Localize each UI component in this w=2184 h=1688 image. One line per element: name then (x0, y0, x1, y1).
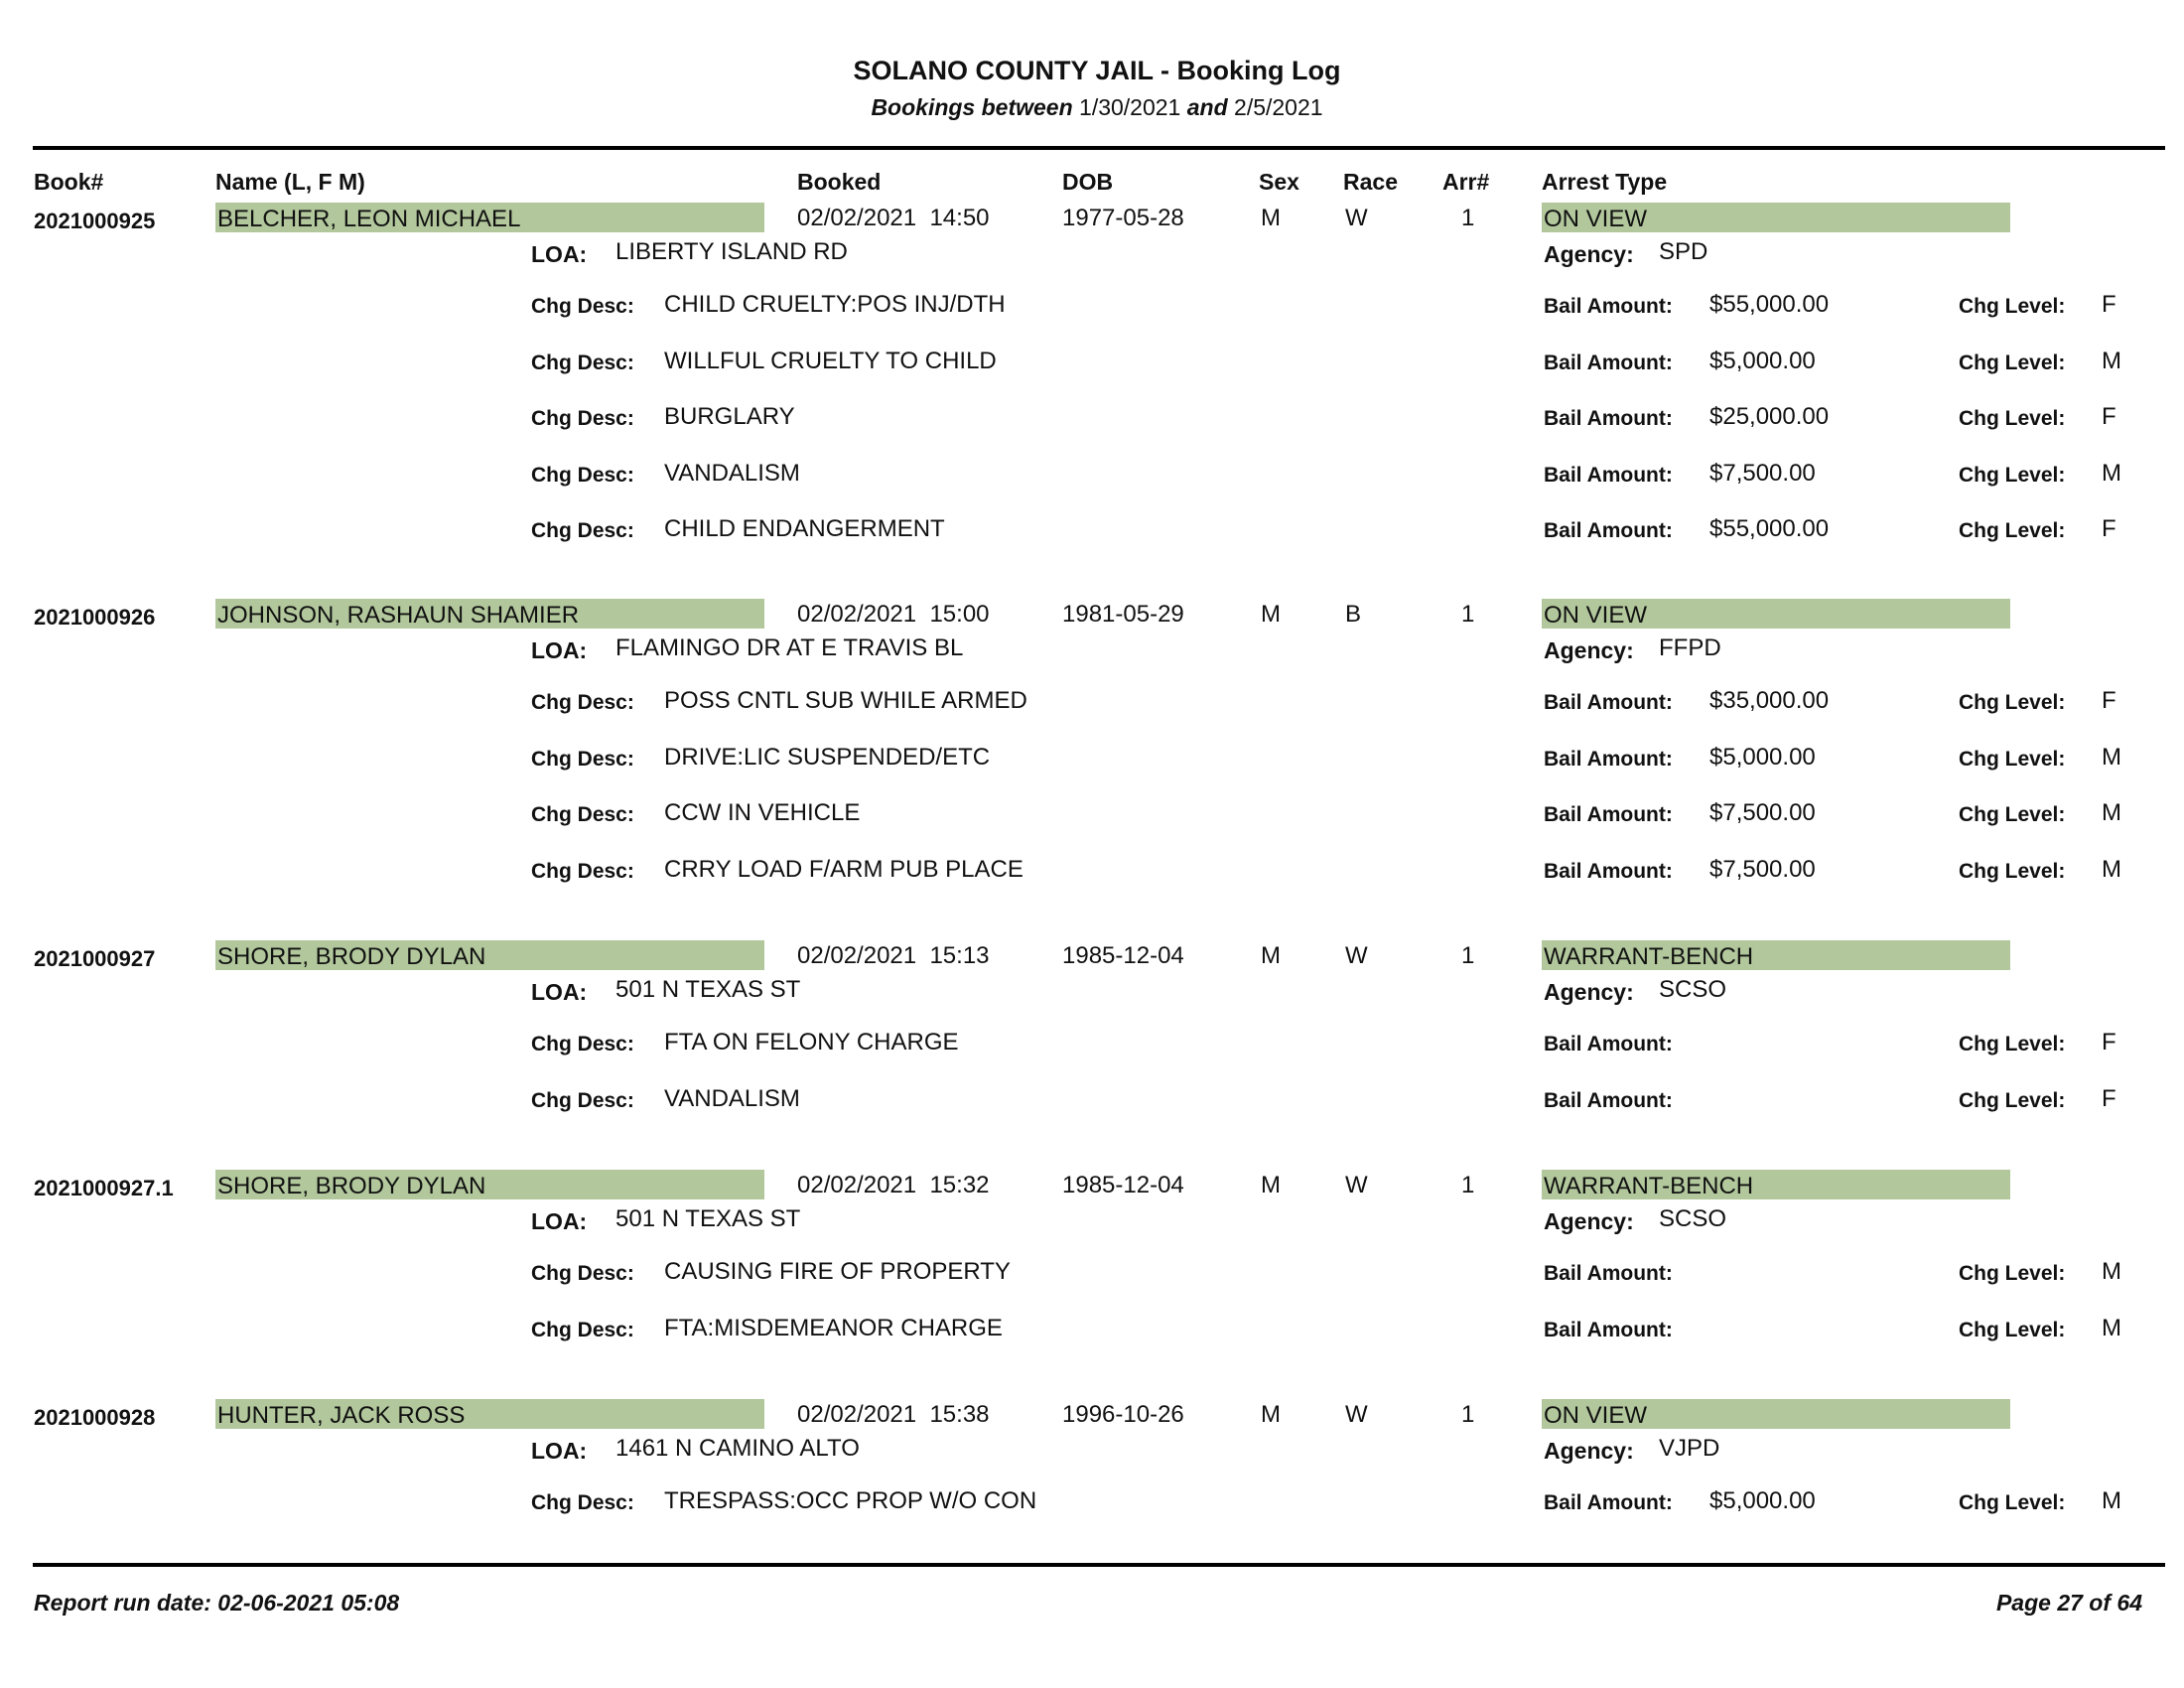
chg-desc-label: Chg Desc: (531, 295, 634, 318)
chg-level-label: Chg Level: (1959, 1318, 2066, 1341)
bail-amount-label: Bail Amount: (1544, 1318, 1673, 1341)
chg-desc-label: Chg Desc: (531, 1318, 634, 1341)
bail-amount-value: $55,000.00 (1709, 515, 1830, 542)
loa-value: 1461 N CAMINO ALTO (615, 1435, 860, 1462)
book-number: 2021000926 (34, 605, 156, 630)
end-date: 2/5/2021 (1234, 94, 1323, 120)
agency-label: Agency: (1544, 1438, 1634, 1464)
book-number: 2021000927.1 (34, 1176, 174, 1200)
agency-label: Agency: (1544, 241, 1634, 267)
chg-level-label: Chg Level: (1959, 747, 2066, 771)
chg-level-label: Chg Level: (1959, 859, 2066, 883)
bail-amount-label: Bail Amount: (1544, 295, 1673, 318)
chg-level-value: F (2102, 687, 2116, 714)
chg-level-value: M (2102, 743, 2121, 771)
inmate-name: SHORE, BRODY DYLAN (215, 940, 764, 970)
dob: 1985-12-04 (1062, 1172, 1184, 1198)
dob: 1985-12-04 (1062, 942, 1184, 969)
chg-desc-value: CHILD CRUELTY:POS INJ/DTH (664, 291, 1006, 318)
sex: M (1261, 942, 1281, 969)
arrest-number: 1 (1461, 1172, 1475, 1198)
arrest-type: ON VIEW (1542, 203, 2010, 232)
bail-amount-value: $35,000.00 (1709, 687, 1830, 714)
chg-level-value: M (2102, 799, 2121, 826)
bail-amount-label: Bail Amount: (1544, 1033, 1673, 1055)
agency-value: VJPD (1659, 1435, 1720, 1462)
subtitle-prefix: Bookings between (871, 94, 1073, 120)
subtitle-and: and (1186, 94, 1228, 120)
chg-level-value: F (2102, 291, 2116, 318)
bail-amount-label: Bail Amount: (1544, 803, 1673, 826)
book-number: 2021000925 (34, 209, 156, 233)
bail-amount-value: $5,000.00 (1709, 743, 1816, 771)
booked-datetime: 02/02/2021 15:32 (797, 1172, 990, 1198)
chg-desc-value: TRESPASS:OCC PROP W/O CON (664, 1487, 1037, 1514)
dob: 1981-05-29 (1062, 601, 1184, 628)
chg-desc-label: Chg Desc: (531, 463, 634, 487)
loa-label: LOA: (531, 241, 588, 267)
chg-desc-value: DRIVE:LIC SUSPENDED/ETC (664, 743, 991, 771)
loa-value: LIBERTY ISLAND RD (615, 238, 848, 265)
chg-desc-label: Chg Desc: (531, 407, 634, 430)
bail-amount-value: $25,000.00 (1709, 403, 1830, 430)
chg-level-label: Chg Level: (1959, 1491, 2066, 1514)
bail-amount-value: $7,500.00 (1709, 459, 1816, 487)
arrest-type: ON VIEW (1542, 599, 2010, 629)
race: W (1345, 1401, 1368, 1428)
chg-level-value: F (2102, 403, 2116, 430)
inmate-name: SHORE, BRODY DYLAN (215, 1170, 764, 1199)
chg-desc-value: FTA:MISDEMEANOR CHARGE (664, 1314, 1003, 1341)
report-subtitle (0, 94, 2184, 121)
header-rule (33, 146, 2165, 150)
arrest-number: 1 (1461, 942, 1475, 969)
loa-label: LOA: (531, 1438, 588, 1464)
bail-amount-value: $7,500.00 (1709, 855, 1816, 883)
arrest-type: ON VIEW (1542, 1399, 2010, 1429)
book-number: 2021000928 (34, 1405, 156, 1430)
arrest-number: 1 (1461, 601, 1475, 628)
race: W (1345, 1172, 1368, 1198)
agency-label: Agency: (1544, 979, 1634, 1005)
col-header-sex: Sex (1259, 169, 1299, 195)
bail-amount-value: $7,500.00 (1709, 799, 1816, 826)
chg-desc-label: Chg Desc: (531, 1033, 634, 1055)
chg-level-label: Chg Level: (1959, 1033, 2066, 1055)
inmate-name: HUNTER, JACK ROSS (215, 1399, 764, 1429)
agency-value: SCSO (1659, 1205, 1727, 1232)
chg-level-value: M (2102, 1258, 2121, 1285)
arrest-type: WARRANT-BENCH (1542, 1170, 2010, 1199)
chg-level-value: F (2102, 1029, 2116, 1055)
bail-amount-label: Bail Amount: (1544, 1088, 1673, 1112)
chg-level-label: Chg Level: (1959, 463, 2066, 487)
agency-value: FFPD (1659, 634, 1721, 661)
chg-level-label: Chg Level: (1959, 1262, 2066, 1285)
chg-desc-label: Chg Desc: (531, 1088, 634, 1112)
sex: M (1261, 205, 1281, 231)
report-title: SOLANO COUNTY JAIL - Booking Log (853, 56, 1341, 85)
col-header-arrest-type: Arrest Type (1542, 169, 1668, 195)
chg-level-label: Chg Level: (1959, 407, 2066, 430)
page-number: Page 27 of 64 (1995, 1590, 2142, 1616)
col-header-book: Book# (34, 169, 104, 195)
agency-label: Agency: (1544, 637, 1634, 663)
booked-datetime: 02/02/2021 15:13 (797, 942, 990, 969)
sex: M (1261, 601, 1281, 628)
chg-desc-label: Chg Desc: (531, 859, 634, 883)
booked-datetime: 02/02/2021 15:38 (797, 1401, 990, 1428)
col-header-booked: Booked (797, 169, 882, 195)
bail-amount-label: Bail Amount: (1544, 463, 1673, 487)
loa-label: LOA: (531, 1208, 588, 1234)
chg-desc-value: CRRY LOAD F/ARM PUB PLACE (664, 855, 1024, 883)
chg-desc-value: CHILD ENDANGERMENT (664, 515, 945, 542)
footer-rule (33, 1563, 2165, 1567)
chg-desc-label: Chg Desc: (531, 803, 634, 826)
chg-level-value: M (2102, 459, 2121, 487)
chg-level-label: Chg Level: (1959, 803, 2066, 826)
bail-amount-label: Bail Amount: (1544, 351, 1673, 374)
chg-desc-label: Chg Desc: (531, 747, 634, 771)
chg-level-value: F (2102, 515, 2116, 542)
bail-amount-label: Bail Amount: (1544, 859, 1673, 883)
inmate-name: JOHNSON, RASHAUN SHAMIER (215, 599, 764, 629)
agency-value: SCSO (1659, 976, 1727, 1003)
bail-amount-label: Bail Amount: (1544, 519, 1673, 542)
bail-amount-label: Bail Amount: (1544, 1491, 1673, 1514)
dob: 1977-05-28 (1062, 205, 1184, 231)
chg-level-value: F (2102, 1084, 2116, 1112)
chg-desc-label: Chg Desc: (531, 519, 634, 542)
col-header-name: Name (L, F M) (215, 169, 365, 195)
arrest-type: WARRANT-BENCH (1542, 940, 2010, 970)
agency-value: SPD (1659, 238, 1708, 265)
bail-amount-label: Bail Amount: (1544, 747, 1673, 771)
report-run-date: Report run date: 02-06-2021 05:08 (34, 1590, 400, 1616)
col-header-arr: Arr# (1442, 169, 1490, 195)
chg-level-label: Chg Level: (1959, 519, 2066, 542)
bail-amount-label: Bail Amount: (1544, 1262, 1673, 1285)
loa-value: FLAMINGO DR AT E TRAVIS BL (615, 634, 964, 661)
bail-amount-value: $5,000.00 (1709, 347, 1816, 374)
chg-desc-value: CCW IN VEHICLE (664, 799, 861, 826)
arrest-number: 1 (1461, 1401, 1475, 1428)
chg-level-value: M (2102, 347, 2121, 374)
start-date: 1/30/2021 (1079, 94, 1181, 120)
loa-value: 501 N TEXAS ST (615, 976, 801, 1003)
chg-level-label: Chg Level: (1959, 351, 2066, 374)
booked-datetime: 02/02/2021 15:00 (797, 601, 990, 628)
dob: 1996-10-26 (1062, 1401, 1184, 1428)
chg-level-value: M (2102, 1314, 2121, 1341)
race: W (1345, 942, 1368, 969)
agency-label: Agency: (1544, 1208, 1634, 1234)
inmate-name: BELCHER, LEON MICHAEL (215, 203, 764, 232)
chg-desc-value: VANDALISM (664, 459, 800, 487)
race: W (1345, 205, 1368, 231)
booked-datetime: 02/02/2021 14:50 (797, 205, 990, 231)
chg-level-label: Chg Level: (1959, 295, 2066, 318)
loa-label: LOA: (531, 637, 588, 663)
col-header-dob: DOB (1062, 169, 1114, 195)
sex: M (1261, 1401, 1281, 1428)
book-number: 2021000927 (34, 946, 156, 971)
bail-amount-value: $55,000.00 (1709, 291, 1830, 318)
chg-desc-value: FTA ON FELONY CHARGE (664, 1029, 959, 1055)
loa-value: 501 N TEXAS ST (615, 1205, 801, 1232)
chg-desc-label: Chg Desc: (531, 1262, 634, 1285)
chg-desc-value: BURGLARY (664, 403, 795, 430)
sex: M (1261, 1172, 1281, 1198)
chg-level-value: M (2102, 1487, 2121, 1514)
chg-desc-value: POSS CNTL SUB WHILE ARMED (664, 687, 1027, 714)
bail-amount-label: Bail Amount: (1544, 691, 1673, 714)
loa-label: LOA: (531, 979, 588, 1005)
chg-desc-value: WILLFUL CRUELTY TO CHILD (664, 347, 997, 374)
chg-desc-value: CAUSING FIRE OF PROPERTY (664, 1258, 1011, 1285)
bail-amount-value: $5,000.00 (1709, 1487, 1816, 1514)
bail-amount-label: Bail Amount: (1544, 407, 1673, 430)
chg-level-value: M (2102, 855, 2121, 883)
arrest-number: 1 (1461, 205, 1475, 231)
chg-level-label: Chg Level: (1959, 1088, 2066, 1112)
race: B (1345, 601, 1362, 628)
chg-desc-label: Chg Desc: (531, 691, 634, 714)
chg-desc-value: VANDALISM (664, 1084, 800, 1112)
chg-level-label: Chg Level: (1959, 691, 2066, 714)
col-header-race: Race (1343, 169, 1398, 195)
chg-desc-label: Chg Desc: (531, 351, 634, 374)
chg-desc-label: Chg Desc: (531, 1491, 634, 1514)
